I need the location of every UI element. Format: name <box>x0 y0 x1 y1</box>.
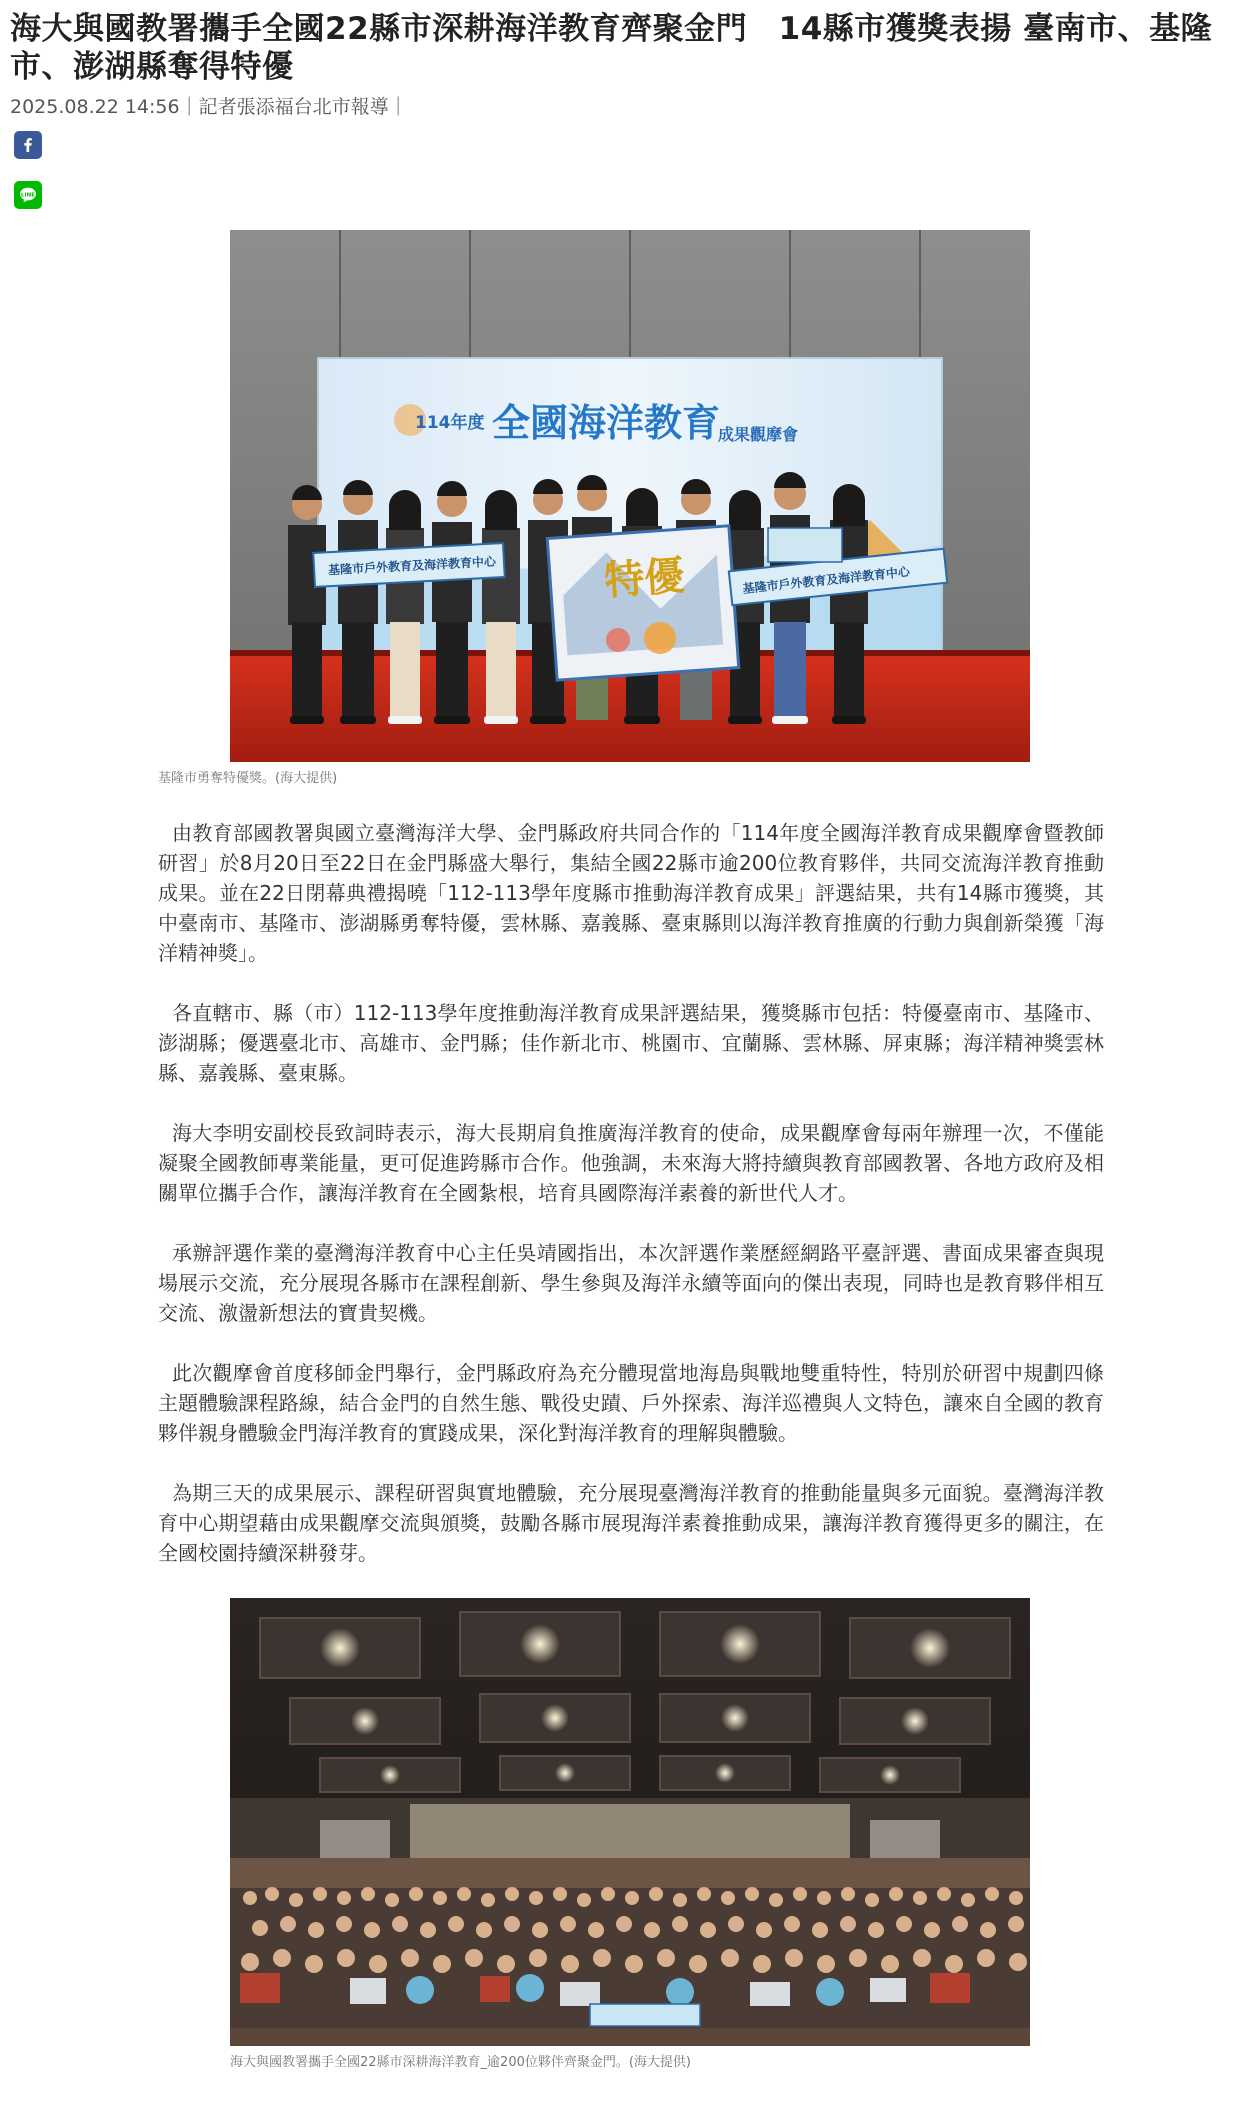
svg-text:LINE: LINE <box>20 192 36 199</box>
svg-text:基隆市戶外教育及海洋教育中心: 基隆市戶外教育及海洋教育中心 <box>327 554 497 578</box>
photo2-caption: 海大與國教署攜手全國22縣市深耕海洋教育_逾200位夥伴齊聚金門。(海大提供) <box>230 2055 691 2070</box>
award-group-photo <box>230 230 1030 762</box>
ballroom-gathering-image <box>230 1598 1030 2046</box>
article-headline: 海大與國教署攜手全國22縣市深耕海洋教育齊聚金門 14縣市獲獎表揚 臺南市、基隆市、澎湖縣奪得特優 <box>10 11 1213 85</box>
line-share-button[interactable] <box>14 181 42 209</box>
line-icon <box>17 184 39 206</box>
backdrop-year: 114年度 <box>415 413 485 433</box>
article-paragraph: 由教育部國教署與國立臺灣海洋大學、金門縣政府共同合作的「114年度全國海洋教育成果觀摩會暨教師研習」於8月20日至22日在金門縣盛大舉行，集結全國22縣市逾200位教育夥伴，共同交流海洋教育推動成果。並在22日閉幕典禮揭曉「112-113學年度縣市推動海洋教育成果」評選結果，共有14縣市獲獎，其中臺南市、基隆市、澎湖縣勇奪特優，雲林縣、嘉義縣、臺東縣則以海洋教育推廣的行動力與創新榮獲「海洋精神獎」。 <box>158 821 1104 965</box>
award-ceremony-image <box>230 230 1030 762</box>
backdrop-subtitle: 成果觀摩會 <box>718 425 799 444</box>
photo1-caption: 基隆市勇奪特優獎。(海大提供) <box>158 771 338 786</box>
article-paragraph: 此次觀摩會首度移師金門舉行，金門縣政府為充分體現當地海島與戰地雙重特性，特別於研習中規劃四條主題體驗課程路線，結合金門的自然生態、戰役史蹟、戶外探索、海洋巡禮與人文特色，讓來自全國的教育夥伴親身體驗金門海洋教育的實踐成果，深化對海洋教育的理解與體驗。 <box>158 1361 1104 1445</box>
article-byline: 2025.08.22 14:56｜記者張添福台北市報導｜ <box>10 96 408 118</box>
svg-text:基隆市戶外教育及海洋教育中心: 基隆市戶外教育及海洋教育中心 <box>742 564 911 596</box>
facebook-share-button[interactable] <box>14 131 42 159</box>
article-paragraph: 為期三天的成果展示、課程研習與實地體驗，充分展現臺灣海洋教育的推動能量與多元面貌。臺灣海洋教育中心期望藉由成果觀摩交流與頒獎，鼓勵各縣市展現海洋素養推動成果，讓海洋教育獲得更多的關注，在全國校園持續深耕發芽。 <box>158 1481 1104 1565</box>
article-body <box>158 818 1104 1598</box>
svg-text:特優: 特優 <box>602 553 686 605</box>
article-paragraph: 承辦評選作業的臺灣海洋教育中心主任吳靖國指出，本次評選作業歷經網路平臺評選、書面成果審查與現場展示交流，充分展現各縣市在課程創新、學生參與及海洋永續等面向的傑出表現，同時也是教育夥伴相互交流、激盪新想法的寶貴契機。 <box>158 1241 1104 1325</box>
backdrop-title: 全國海洋教育 <box>492 401 721 445</box>
article-paragraph: 海大李明安副校長致詞時表示，海大長期肩負推廣海洋教育的使命，成果觀摩會每兩年辦理一次，不僅能凝聚全國教師專業能量，更可促進跨縣市合作。他強調，未來海大將持續與教育部國教署、各地方政府及相關單位攜手合作，讓海洋教育在全國紮根，培育具國際海洋素養的新世代人才。 <box>158 1121 1104 1205</box>
crowd <box>230 1887 1030 2028</box>
facebook-icon <box>18 135 38 155</box>
article-paragraph: 各直轄市、縣（市）112-113學年度推動海洋教育成果評選結果，獲獎縣市包括：特優臺南市、基隆市、澎湖縣；優選臺北市、高雄市、金門縣；佳作新北市、桃園市、宜蘭縣、雲林縣、屏東縣；海洋精神獎雲林縣、嘉義縣、臺東縣。 <box>158 1001 1104 1085</box>
ballroom-group-photo <box>230 1598 1030 2046</box>
banner-center-special-excellence <box>547 526 738 680</box>
